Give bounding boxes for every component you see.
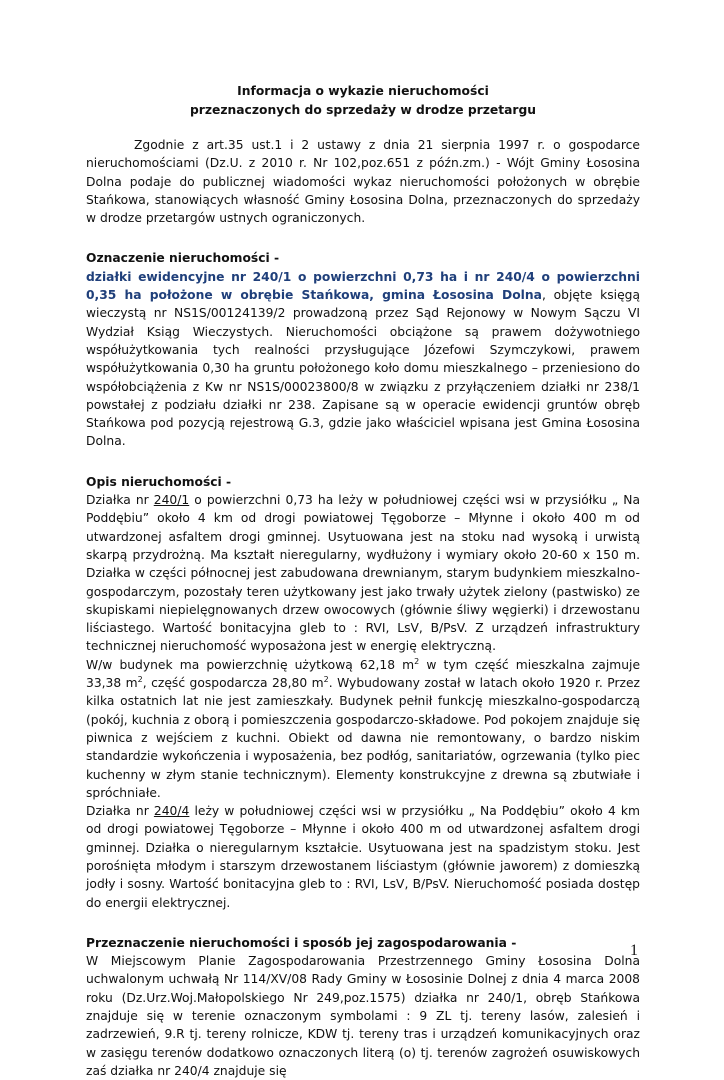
- text-run: Działka nr: [86, 804, 154, 819]
- parcel-highlight: działki ewidencyjne nr 240/1 o powierzchni 0,73 ha i nr 240/4 o powierzchni 0,35 ha położone w obrębie Stańkowa, gmina Łososina Dolna: [86, 269, 640, 303]
- superscript: 2: [414, 656, 420, 666]
- text-run: Działka nr: [86, 493, 154, 508]
- spacer: [86, 451, 640, 473]
- parcel-240-1-paragraph: [86, 491, 640, 656]
- title-line-2: przeznaczonych do sprzedaży w drodze przetargu: [189, 103, 537, 117]
- document-page: [86, 82, 640, 1080]
- parcel-number-240-4: 240/4: [153, 804, 190, 819]
- section-heading-zoning: Przeznaczenie nieruchomości i sposób jej zagospodarowania -: [86, 935, 517, 950]
- text-run: W/w budynek ma powierzchnię użytkową 62,18 m: [86, 657, 415, 672]
- document-title: [86, 82, 640, 120]
- superscript: 2: [323, 674, 329, 684]
- spacer: [86, 912, 640, 934]
- text-run: , część gospodarcza 28,80 m: [142, 676, 324, 691]
- section-heading-property-designation: Oznaczenie nieruchomości -: [86, 251, 280, 266]
- section-heading-property-description: Opis nieruchomości -: [86, 474, 232, 489]
- building-paragraph: [86, 656, 640, 802]
- zoning-paragraph: W Miejscowym Planie Zagospodarowania Przestrzennego Gminy Łososina Dolna uchwalonym uchwałą Nr 114/XV/08 Rady Gminy w Łososinie Dolnej z dnia 4 marca 2008 roku (Dz.Urz.Woj.Małopolskiego Nr 249,poz.1575) działka nr 240/1, obręb Stańkowa znajduje się w terenie oznaczonym symbolami : 9 ZL tj. tereny lasów, zalesień i zadrzewień, 9.R tj. tereny rolnicze, KDW tj. tereny tras i urządzeń komunikacyjnych oraz w zasięgu terenów dodatkowo oznaczonych literą (o) tj. terenów zagrożeń osuwiskowych zaś działka nr 240/4 znajduje się: [86, 954, 640, 1078]
- page-number: 1: [630, 942, 638, 959]
- property-designation-text: , objęte księgą wieczystą nr NS1S/00124139/2 prowadzoną przez Sąd Rejonowy w Nowym Sączu VI Wydział Ksiąg Wieczystych. Nieruchomości obciążone są prawem dożywotniego współużytkowania tych realności przysługujące Józefowi Szymczykowi, prawem współużytkowania 0,30 ha gruntu położonego koło domu mieszkalnego – przeniesiono do współobciążenia z Kw nr NS1S/00023800/8 w związku z przyłączeniem działki nr 238/1 powstałej z podziału działki nr 238. Zapisane są w operacie ewidencji gruntów obręb Stańkowa pod pozycją rejestrową G.3, gdzie jako właściciel wpisana jest Gmina Łososina Dolna.: [86, 288, 640, 449]
- superscript: 2: [137, 674, 143, 684]
- parcel-number-240-1: 240/1: [153, 493, 190, 508]
- text-run: w tym część mieszkalna zajmuje 33,38 m: [86, 657, 641, 691]
- text-run: . Wybudowany został w latach około 1920 r. Przez kilka ostatnich lat nie jest zamieszkały. Budynek pełnił funkcję mieszkalno-gospodarczą (pokój, kuchnia z oborą i pomieszczenia gospodarczo-składowe. Pod pokojem znajduje się piwnica z wejściem z kuchni. Obiekt od dawna nie remontowany, o bardzo niskim standardzie wykończenia i wyposażenia, bez podłóg, sanitariatów, ogrzewania (tylko piec kuchenny w złym stanie technicznym). Elementy konstrukcyjne z drewna są zbutwiałe i spróchniałe.: [86, 676, 640, 800]
- intro-paragraph: Zgodnie z art.35 ust.1 i 2 ustawy z dnia 21 sierpnia 1997 r. o gospodarce nieruchomościami (Dz.U. z 2010 r. Nr 102,poz.651 z późn.zm.) - Wójt Gminy Łososina Dolna podaje do publicznej wiadomości wykaz nieruchomości położonych w obrębie Stańkowa, stanowiących własność Gminy Łososina Dolna, przeznaczonych do sprzedaży w drodze przetargów ustnych ograniczonych.: [86, 138, 640, 226]
- title-line-1: Informacja o wykazie nieruchomości: [237, 84, 489, 98]
- text-run: o powierzchni 0,73 ha leży w południowej części wsi w przysiółku „ Na Poddębiu” około 4 km od drogi powiatowej Tęgoborze – Młynne i około 400 m od utwardzonej asfaltem drogi gminnej. Usytuowana jest na stoku nad wysoką i urwistą skarpą przydrożną. Ma kształt nieregularny, wydłużony i wymiary około 20-60 x 150 m. Działka w części północnej jest zabudowana drewnianym, starym budynkiem mieszkalno-gospodarczym, pozostały teren użytkowany jest jako trwały użytek zielony (pastwisko) ze skupiskami niepielęgnowanych drzew owocowych (głównie śliwy węgierki) i drzewostanu liściastego. Wartość bonitacyjna gleb to : RVI, LsV, B/PsV. Z urządzeń infrastruktury technicznej nieruchomość wyposażona jest w energię elektryczną.: [86, 493, 640, 654]
- parcel-240-4-paragraph: [86, 802, 640, 912]
- property-designation-paragraph: [86, 268, 640, 451]
- text-run: leży w południowej części wsi w przysiółku „ Na Poddębiu” około 4 km od drogi powiatowej Tęgoborze – Młynne i około 400 m od utwardzonej asfaltem drogi gminnej. Działka o nieregularnym kształcie. Usytuowana jest na spadzistym stoku. Jest porośnięta młodym i starszym drzewostanem liściastym (głównie jaworem) z domieszką jodły i sosny. Wartość bonitacyjna gleb to : RVI, LsV, B/PsV. Nieruchomość posiada dostęp do energii elektrycznej.: [86, 804, 640, 910]
- spacer: [86, 227, 640, 249]
